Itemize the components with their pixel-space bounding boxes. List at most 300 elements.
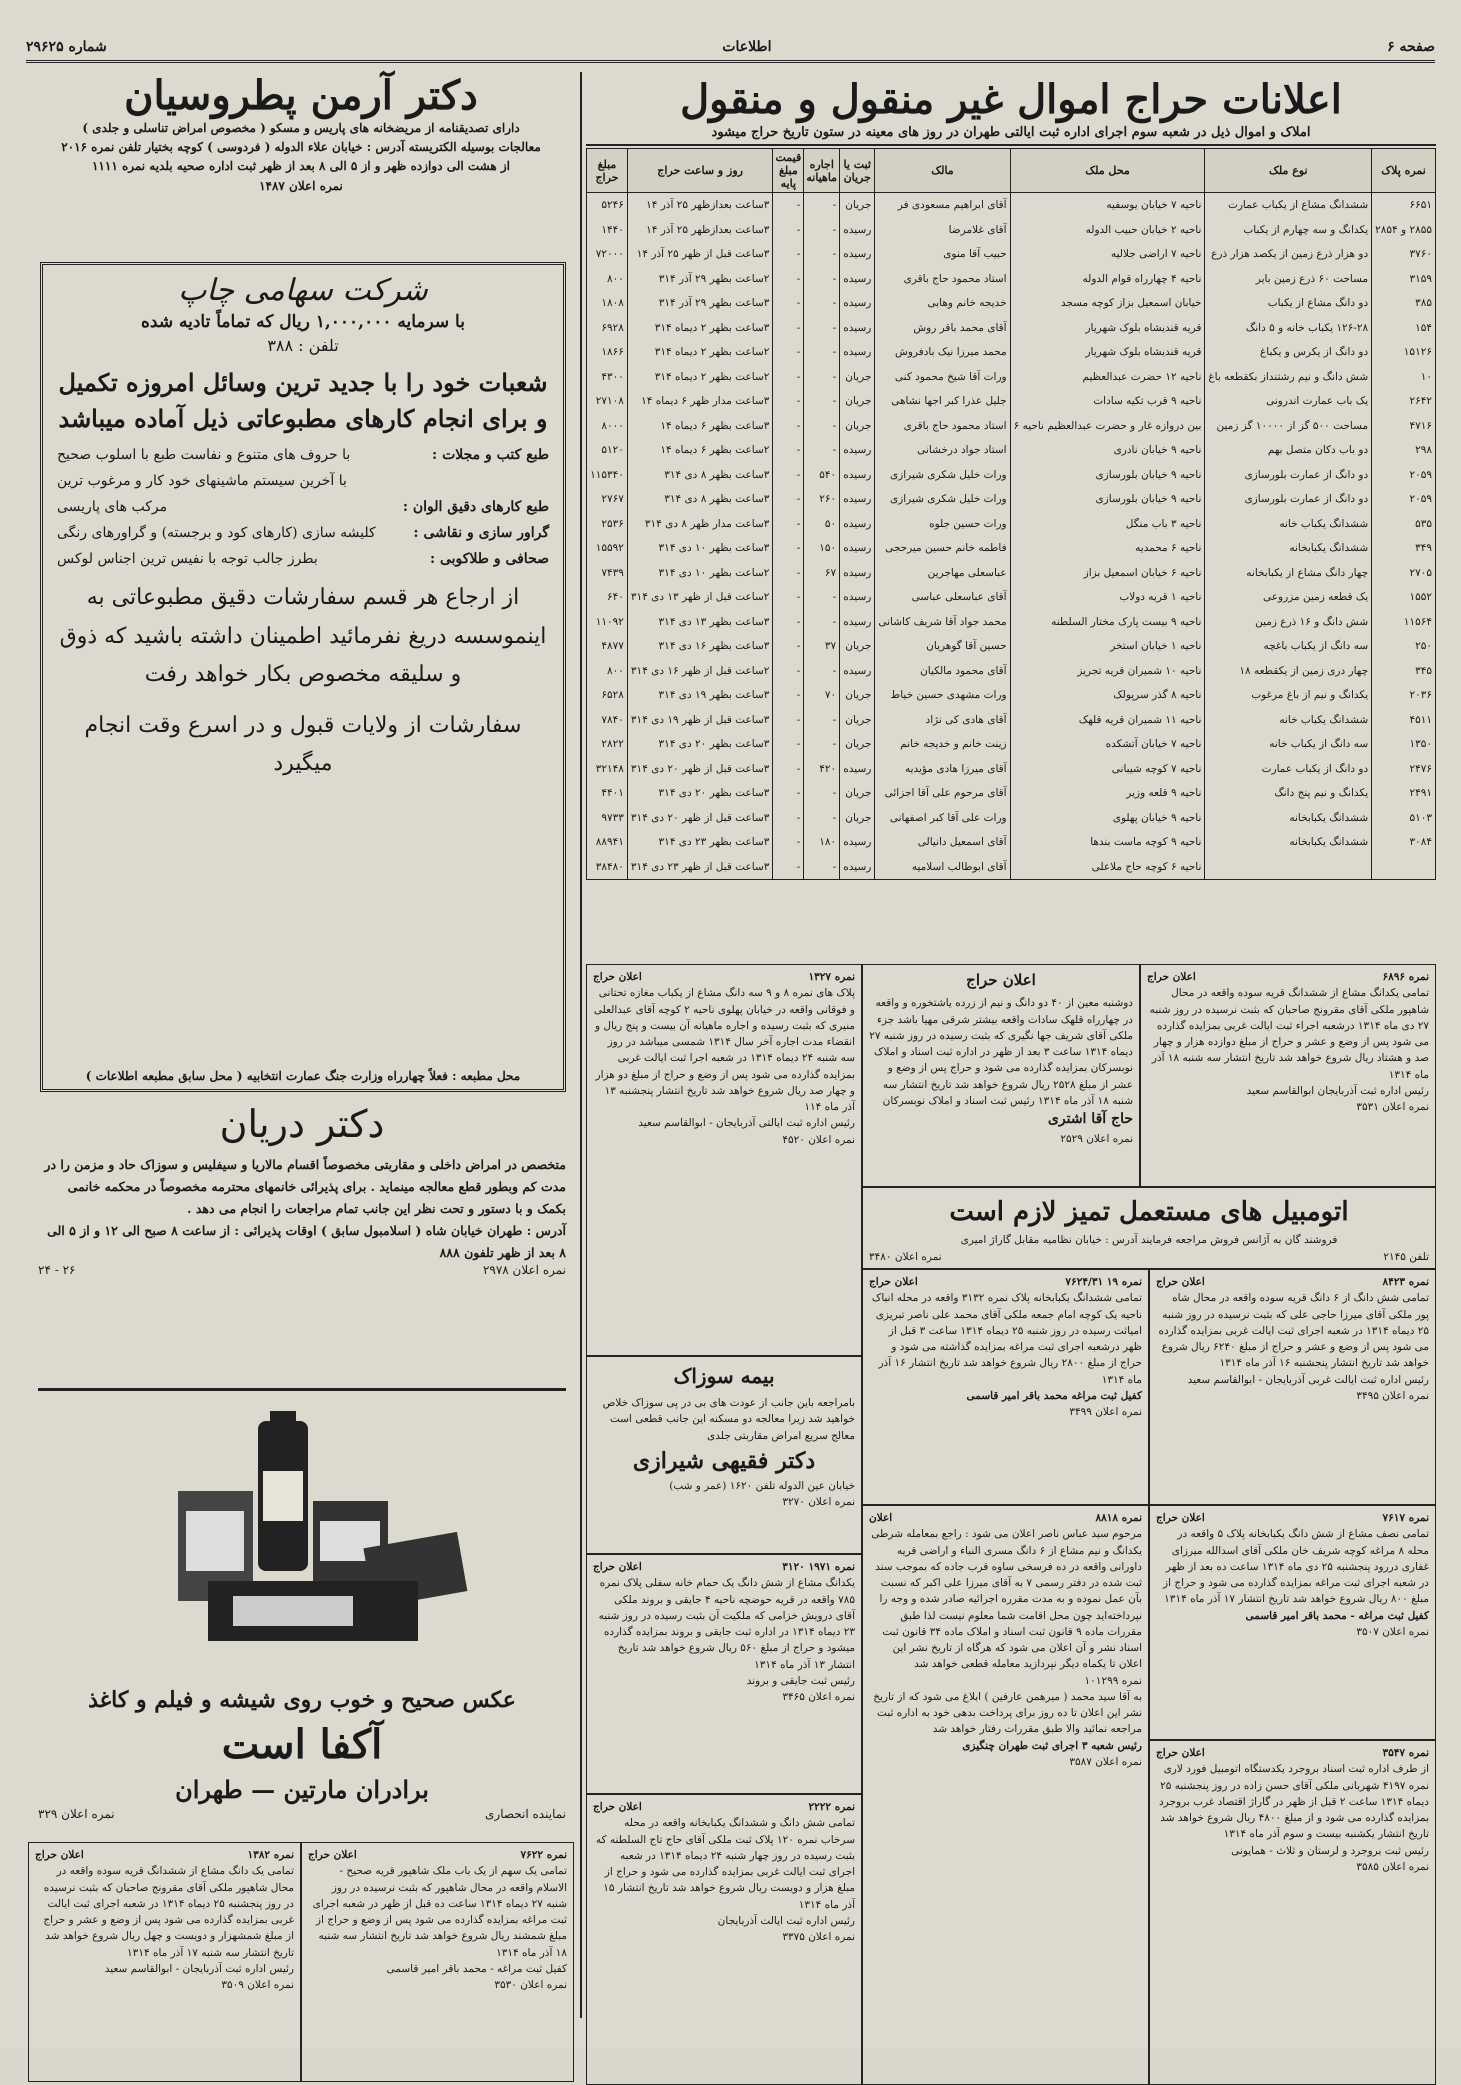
table-cell: ۳۸۴۸۰	[587, 855, 628, 880]
table-cell: ۲۵۳۶	[587, 512, 628, 537]
page-header	[26, 34, 1435, 63]
table-cell: ۲۶۴۲	[1372, 389, 1436, 414]
table-cell: سه دانگ از یکباب خانه	[1205, 732, 1372, 757]
table-cell: رسیده	[840, 561, 875, 586]
table-cell: ۱۵۰	[804, 536, 840, 561]
table-cell: ۳۴۵	[1372, 659, 1436, 684]
table-cell: -	[773, 316, 804, 341]
table-cell: یک قطعه زمین مزروعی	[1205, 585, 1372, 610]
table-cell: شش دانگ و نیم رشتنداز بکقطعه باغ	[1205, 365, 1372, 390]
table-cell: ۱۰	[1372, 365, 1436, 390]
table-cell: ۴۸۷۷	[587, 634, 628, 659]
notice-n4: بیمه سوزاک بامراجعه باین جانب از عودت های بی در پی سوزاک خلاص خواهید شد زیرا معالجه دو مسکنه این جانب قطعی است معالج سریع امراض مقاربتی جلدی دکتر فقیهی شیرازی خیابان عین الدوله تلفن ۱۶۲۰ (عمر و شب) نمره اعلان ۳۲۷۰	[586, 1356, 862, 1554]
table-cell: ناحیه ۷ خیابان یوسفیه	[1010, 193, 1205, 218]
service-desc: مرکب های پاریسی	[57, 499, 168, 515]
table-row	[587, 242, 1436, 267]
table-cell: یکدانگ و نیم از باغ مرغوب	[1205, 683, 1372, 708]
table-cell: ۳۷۶۰	[1372, 242, 1436, 267]
auctions-col-header: روز و ساعت حراج	[627, 149, 772, 193]
table-cell: ۸۰۰	[587, 659, 628, 684]
auctions-col-header: مالک	[875, 149, 1010, 193]
table-cell: رسیده	[840, 291, 875, 316]
table-cell: چهار دری زمین از یکقطعه ۱۸	[1205, 659, 1372, 684]
page-number: صفحه ۶	[1387, 39, 1435, 55]
table-cell: -	[804, 389, 840, 414]
table-cell: ۵۱۲۰	[587, 438, 628, 463]
table-cell: ۱۸۰۸	[587, 291, 628, 316]
table-cell: دو هزار ذرع زمین از یکصد هزار ذرع	[1205, 242, 1372, 267]
table-cell: استاد محمود حاج باقری	[875, 414, 1010, 439]
table-cell: ششدانگ مشاع از یکباب عمارت	[1205, 193, 1372, 218]
table-cell: -	[773, 855, 804, 880]
service-desc: کلیشه سازی (کارهای کود و برجسته) و گراورهای رنگی	[57, 525, 376, 541]
table-cell: ۲ساعت بظهر ۲ دیماه ۳۱۴	[627, 365, 772, 390]
notice-n1: نمره ۱۳۲۷ اعلان حراج پلاک های نمره ۸ و ۹ سه دانگ مشاع از یکباب مغازه تحتانی و فوقانی واقعه در خیابان پهلوی ناحیه ۲ کوچه آقای عبدالعلی منیری که بثبت رسیده و اجاره ماهیانه آن بیست و پنج ریال و انقضاء مدت اجاره آخر سال ۱۳۱۴ شمسی میباشد در روز سه شنبه ۲۴ دیماه ۱۳۱۴ در شعبه اجرا ثبت ایالت غربی بمزایده گذارده می شود پس از وضع و حراج از مبلغ دو هزار و چهار صد ریال شروع خواهد شد تاریخ انتشار پنجشنبه ۱۳ آذر ماه ۱۱۴ رئیس اداره ثبت ایالتی آذربایجان - ابوالقاسم سعید نمره اعلان ۴۵۲۰	[586, 964, 862, 1356]
table-row	[587, 365, 1436, 390]
table-row	[587, 659, 1436, 684]
table-cell: ۷۰	[804, 683, 840, 708]
table-cell: -	[804, 781, 840, 806]
table-cell: ۳ساعت بظهر ۱۰ دی ۳۱۴	[627, 536, 772, 561]
table-cell: -	[804, 414, 840, 439]
service-name: طبع کارهای دقیق الوان :	[402, 499, 549, 515]
table-cell: رسیده	[840, 463, 875, 488]
table-cell: قریه قندیشاه بلوک شهریار	[1010, 316, 1205, 341]
table-cell: -	[773, 610, 804, 635]
table-cell: ۲ساعت بظهر ۲۹ آذر ۳۱۴	[627, 267, 772, 292]
service-name: صحافی و طلاکوبی :	[429, 551, 549, 567]
table-cell: -	[773, 561, 804, 586]
table-row	[587, 340, 1436, 365]
table-cell: دو دانگ از عمارت بلورسازی	[1205, 487, 1372, 512]
table-row	[587, 708, 1436, 733]
table-cell: ۸۸۹۴۱	[587, 830, 628, 855]
notice-n3: نمره ۶۸۹۶ اعلان حراج تمامی یکدانگ مشاع از ششدانگ قریه سوده واقعه در محال شاهپور ملکی آقای مقرونج صاحبان که بثبت نرسیده در روز شنبه ۲۷ دی ماه ۱۳۱۴ درشعبه اجراء ثبت ایالت غربی بمزایده گذارده می شود پس از وضع و عشر و حراج از مبلغ دوازده هزار و چهار صد و هشتاد ریال شروع خواهد شد تاریخ انتشار سه شنبه ۱۸ آذر ماه ۱۳۱۴ رئیس اداره ثبت آذربایجان ابوالقاسم سعید نمره اعلان ۳۵۳۱	[1140, 964, 1436, 1187]
table-row	[587, 757, 1436, 782]
table-cell: ناحیه ۱۲ حضرت عبدالعظیم	[1010, 365, 1205, 390]
table-cell: رسیده	[840, 218, 875, 243]
table-cell: آقای ابراهیم مسعودی فر	[875, 193, 1010, 218]
table-cell: فاطمه خانم حسین میرحجی	[875, 536, 1010, 561]
table-cell: ۱۵۴	[1372, 316, 1436, 341]
table-row	[587, 193, 1436, 218]
table-cell: ورات علی آقا کبر اصفهانی	[875, 806, 1010, 831]
table-cell: خیابان اسمعیل بزاز کوچه مسجد	[1010, 291, 1205, 316]
table-row	[587, 291, 1436, 316]
table-cell: ۳ساعت بظهر ۸ دی ۳۱۴	[627, 487, 772, 512]
table-cell: آقای اسمعیل دانیالی	[875, 830, 1010, 855]
auctions-table-header	[587, 149, 1436, 193]
table-cell: ۲۸۲۲	[587, 732, 628, 757]
table-cell: قریه قندیشاه بلوک شهریار	[1010, 340, 1205, 365]
table-cell: -	[804, 267, 840, 292]
table-cell: استاد محمود حاج باقری	[875, 267, 1010, 292]
table-cell: محمد جواد آقا شریف کاشانی	[875, 610, 1010, 635]
table-cell: ناحیه ۲ خیابان حبیب الدوله	[1010, 218, 1205, 243]
table-cell: دو دانگ مشاع از یکباب	[1205, 291, 1372, 316]
printing-company-ad: شرکت سهامی چاپ با سرمایه ۱,۰۰۰,۰۰۰ ریال که تماماً تادیه شده تلفن : ۳۸۸ شعبات خود را با جدید ترین وسائل امروزه تکمیل و برای انجام کارهای مطبوعاتی ذیل آماده میباشد طبع کتب و مجلات : با حروف های متنوع و نفاست طبع با اسلوب صحیح با آخرین سیستم ماشینهای خود کار و مرغوب ترین طبع کارهای دقیق الوان : مرکب های پاریسی گراور سازی و نقاشی : کلیشه سازی (کارهای کود و برجسته) و گراورهای رنگی صحافی و طلاکوبی : بطرز جالب توجه با نفیس ترین اجناس لوکس از ارجاع هر قسم سفارشات دقیق مطبوعاتی به اینموسسه دریغ نفرمائید اطمینان داشته باشید که ذوق و سلیقه مخصوص بکار خواهد رفت سفارشات از ولایات قبول و در اسرع وقت انجام میگیرد محل مطبعه : فعلاً چهارراه وزارت جنگ عمارت انتخابیه ( محل سابق مطبعه اطلاعات )	[40, 262, 566, 1092]
table-row	[587, 267, 1436, 292]
table-cell: جریان	[840, 414, 875, 439]
table-cell: شش دانگ و ۱۶ ذرع زمین	[1205, 610, 1372, 635]
table-row	[587, 536, 1436, 561]
table-cell: ۳۸۵	[1372, 291, 1436, 316]
table-row	[587, 512, 1436, 537]
service-item	[57, 551, 549, 567]
table-cell: ۶۹۲۸	[587, 316, 628, 341]
notice-n2: اعلان حراج دوشنبه معین از ۴۰ دو دانگ و نیم از زرده یاشتخوره و واقعه در چهارراه قلهک سادات واقعه بیشتر شرقی مهیا باشد جزء ملکی آقای شریف جها نگیری که بثبت رسیده در روز شنبه ۲۷ دیماه ۱۳۱۴ ساعت ۳ بعد از ظهر در اداره ثبت اسناد و املاک نوبسرکان بمزایده گذارده می شود و حراج پس از وضع و عشر از مبلغ ۲۵۲۸ ریال شروع خواهد شد تاریخ انتشار سه شنبه ۱۸ آذر ماه ۱۳۱۴ رئیس ثبت اسناد و املاک نوبسرکان حاج آقا اشتری نمره اعلان ۲۵۲۹	[862, 964, 1140, 1187]
auctions-col-header: اجاره ماهیانه	[804, 149, 840, 193]
table-cell: ۲۴۹۱	[1372, 781, 1436, 806]
table-cell: یک باب عمارت اندرونی	[1205, 389, 1372, 414]
table-cell: ۳ساعت بظهر ۲۳ دی ۳۱۴	[627, 830, 772, 855]
table-cell: ۲۰۳۶	[1372, 683, 1436, 708]
table-cell: رسیده	[840, 242, 875, 267]
table-cell: مساحت ۶۰ ذرع زمین بایر	[1205, 267, 1372, 292]
table-cell: ۳ساعت بعدازظهر ۲۵ آذر ۱۴	[627, 193, 772, 218]
table-cell: ۲۰۵۹	[1372, 463, 1436, 488]
table-cell: -	[773, 585, 804, 610]
table-cell: -	[773, 781, 804, 806]
table-cell: ناحیه ۳ باب منگل	[1010, 512, 1205, 537]
table-cell: رسیده	[840, 512, 875, 537]
left-column	[28, 72, 574, 2018]
table-cell: محمد میرزا نیک بادفروش	[875, 340, 1010, 365]
table-cell: ۱۵۵۲	[1372, 585, 1436, 610]
table-cell: ششدانگ یکبابخانه	[1205, 830, 1372, 855]
notice-n8: نمره ۸۸۱۸ اعلان مرحوم سید عباس ناصر اعلان می شود : راجع بمعامله شرطی یکدانگ و نیم مشاع از ۶ دانگ مسری النباء و اراضی قریه داورانی واقعه در ده فرسخی ساوه قرب جاده که بموجب سند ثبت شده در دفتر رسمی ۷ به آقای میرزا علی اکبر که نسبت بآن عمل نموده و به مدت مقرره اجرائیه صادر شده و وجه را نپرداخته‌اید چون محل اقامت شما معلوم نیست لذا طبق مقررات ماده ۹ قانون ثبت اسناد و املاک ماده ۳۴ قانون ثبت اسناد نشر و آن اعلان می شود که هرگاه از تاریخ نشر این اعلان تا یکماه دیگر نپردازید معامله قطعی خواهد شد نمره ۱۰۱۲۹۹ به آقا سید محمد ( میرهمن عارفین ) ابلاغ می شود که از تاریخ نشر این اعلان تا ده روز برای پرداخت بدهی خود به اداره ثبت مراجعه نمائید والا طبق مقررات رفتار خواهد شد رئیس شعبه ۳ اجرای ثبت طهران چنگیزی نمره اعلان ۳۵۸۷	[862, 1505, 1149, 2085]
table-cell: رسیده	[840, 487, 875, 512]
table-cell: آقای محمد باقر روش	[875, 316, 1010, 341]
table-cell: -	[773, 193, 804, 218]
table-cell: ۲۹۸	[1372, 438, 1436, 463]
table-row	[587, 732, 1436, 757]
table-row	[587, 634, 1436, 659]
table-cell: -	[773, 732, 804, 757]
table-cell: سه دانگ از یکباب باغچه	[1205, 634, 1372, 659]
table-cell: دو دانگ از یکباب عمارت	[1205, 757, 1372, 782]
table-cell: ۴۷۱۶	[1372, 414, 1436, 439]
service-item	[57, 473, 549, 489]
table-cell: ۱۱۰۹۲	[587, 610, 628, 635]
table-cell: ۱۲۶-۲۸ یکباب خانه و ۵ دانگ	[1205, 316, 1372, 341]
table-row	[587, 855, 1436, 880]
table-row	[587, 463, 1436, 488]
table-cell: رسیده	[840, 610, 875, 635]
table-cell: ۹۷۳۳	[587, 806, 628, 831]
table-cell: ۳۰۸۴	[1372, 830, 1436, 855]
table-cell: ۳ساعت قبل از ظهر ۲۵ آذر ۱۴	[627, 242, 772, 267]
table-cell: حبیب آقا منوی	[875, 242, 1010, 267]
table-cell: -	[773, 218, 804, 243]
table-cell: ناحیه ۷ خیابان آتشکده	[1010, 732, 1205, 757]
table-cell: ۲ساعت بظهر ۱۰ دی ۳۱۴	[627, 561, 772, 586]
table-row	[587, 830, 1436, 855]
auctions-col-header: نمره پلاک	[1372, 149, 1436, 193]
table-cell: آقای مرحوم علی آقا اجزائی	[875, 781, 1010, 806]
table-cell: ۲۸۵۵ و ۲۸۵۴	[1372, 218, 1436, 243]
table-cell: -	[773, 536, 804, 561]
table-row	[587, 610, 1436, 635]
armen-ad: دکتر آرمن پطروسیان دارای تصدیقنامه از مریضخانه های پاریس و مسکو ( مخصوص امراض تناسلی و جلدی ) معالجات بوسیله الکتریسته آدرس : خیابان علاء الدوله ( فردوسی ) کوچه بختیار تلفن نمره ۲۰۱۶ از هشت الی دوازده ظهر و از ۵ الی ۸ بعد از ظهر ثبت اداره صحیه بلدیه نمره ۱۱۱۱ نمره اعلان ۱۴۸۷	[28, 72, 574, 196]
table-cell: ورات حسین جلوه	[875, 512, 1010, 537]
table-cell: مساحت ۵۰۰ گز از ۱۰۰۰۰ گز زمین	[1205, 414, 1372, 439]
table-cell: جلیل عذرا کبر اجها نشاهی	[875, 389, 1010, 414]
table-cell: -	[804, 610, 840, 635]
table-cell: -	[773, 438, 804, 463]
table-cell: رسیده	[840, 830, 875, 855]
table-cell: جریان	[840, 193, 875, 218]
table-cell: ۲ساعت بظهر ۲ دیماه ۳۱۴	[627, 340, 772, 365]
table-cell: بین دروازه غار و حضرت عبدالعظیم ناحیه ۶	[1010, 414, 1205, 439]
table-cell: ۶۶۵۱	[1372, 193, 1436, 218]
table-cell: جریان	[840, 732, 875, 757]
table-cell: ۵۰	[804, 512, 840, 537]
table-cell: استاد جواد درخشانی	[875, 438, 1010, 463]
auctions-col-header: مبلغ حراج	[587, 149, 628, 193]
table-cell: ششدانگ یکباب خانه	[1205, 708, 1372, 733]
table-cell: ۳ساعت قبل از ظهر ۲۰ دی ۳۱۴	[627, 806, 772, 831]
table-cell: ۲ساعت قبل از ظهر ۱۳ دی ۳۱۴	[627, 585, 772, 610]
table-row	[587, 585, 1436, 610]
table-cell: ناحیه ۹ قرب تکیه سادات	[1010, 389, 1205, 414]
table-cell: ۶۴۰	[587, 585, 628, 610]
table-cell	[1205, 855, 1372, 880]
service-desc: با آخرین سیستم ماشینهای خود کار و مرغوب ترین	[57, 473, 347, 489]
table-cell: -	[773, 414, 804, 439]
table-row	[587, 806, 1436, 831]
table-cell: -	[773, 512, 804, 537]
table-cell: ۲۶۰	[804, 487, 840, 512]
table-cell: خدیجه خانم وهابی	[875, 291, 1010, 316]
table-cell: -	[804, 316, 840, 341]
table-cell: ناحیه ۹ کوچه ماست بندها	[1010, 830, 1205, 855]
table-cell: رسیده	[840, 438, 875, 463]
table-cell: یکدانگ و نیم پنج دانگ	[1205, 781, 1372, 806]
table-cell: ۲۷۰۵	[1372, 561, 1436, 586]
table-cell: ششدانگ یکبابخانه	[1205, 536, 1372, 561]
table-cell: ناحیه ۱ خیابان استخر	[1010, 634, 1205, 659]
right-column	[586, 72, 1436, 2018]
table-row	[587, 389, 1436, 414]
service-name: گراور سازی و نقاشی :	[413, 525, 549, 541]
table-cell: ۳۷	[804, 634, 840, 659]
table-cell: ناحیه ۴ چهارراه قوام الدوله	[1010, 267, 1205, 292]
notice-n11: نمره ۷۶۱۷ اعلان حراج تمامی نصف مشاع از شش دانگ یکبابخانه پلاک ۵ واقعه در محله ۸ مراغه کوچه شریف خان ملکی آقای اسدالله میرزای غفاری دررود پنجشنبه ۲۵ دی ماه ۱۳۱۴ ساعت ده بعد از ظهر در شعبه اجرای ثبت مراغه بمزایده گذارده می شود و حراج از مبلغ ۸۰۰ ریال شروع خواهد شد تاریخ انتشار ۱۷ آذر ماه ۱۳۱۴ کفیل ثبت مراغه - محمد باقر امیر قاسمی نمره اعلان ۳۵۰۷	[1149, 1505, 1436, 1740]
table-cell: ۳ساعت مدار ظهر ۶ دیماه ۱۴	[627, 389, 772, 414]
table-cell: ۳ساعت قبل از ظهر ۲۳ دی ۳۱۴	[627, 855, 772, 880]
table-cell: ۸۰۰۰	[587, 414, 628, 439]
issue-number: شماره ۲۹۶۲۵	[26, 39, 107, 55]
table-cell: ناحیه ۶ کوچه حاج ملاعلی	[1010, 855, 1205, 880]
table-cell: -	[773, 291, 804, 316]
table-row	[587, 316, 1436, 341]
service-item	[57, 447, 549, 463]
table-cell: -	[804, 438, 840, 463]
table-cell: ناحیه ۱۱ شمیران قریه قلهک	[1010, 708, 1205, 733]
table-cell: ۱۳۵۰	[1372, 732, 1436, 757]
table-cell: ۳ساعت بظهر ۶ دیماه ۱۴	[627, 414, 772, 439]
table-cell: ۵۳۵	[1372, 512, 1436, 537]
table-cell: -	[773, 708, 804, 733]
auctions-col-header: قیمت مبلغ پایه	[773, 149, 804, 193]
table-cell: جریان	[840, 365, 875, 390]
table-cell: ۳ساعت بظهر ۱۳ دی ۳۱۴	[627, 610, 772, 635]
table-cell: ۱۸۰	[804, 830, 840, 855]
table-row	[587, 561, 1436, 586]
table-row	[587, 487, 1436, 512]
table-cell: -	[804, 218, 840, 243]
table-cell: ۷۴۳۹	[587, 561, 628, 586]
table-cell: ۳ساعت بظهر ۲ دیماه ۳۱۴	[627, 316, 772, 341]
auctions-subtitle: املاک و اموال ذیل در شعبه سوم اجرای اداره ثبت ایالتی طهران در روز های معینه در ستون تاریخ حراج میشود	[586, 125, 1436, 146]
table-cell: -	[804, 806, 840, 831]
table-cell: ناحیه ۷ اراضی جلالیه	[1010, 242, 1205, 267]
table-cell: -	[804, 708, 840, 733]
table-cell: ششدانگ یکبابخانه	[1205, 806, 1372, 831]
table-cell: ۶۷	[804, 561, 840, 586]
auctions-col-header: محل ملک	[1010, 149, 1205, 193]
table-cell: دو دانگ از عمارت بلورسازی	[1205, 463, 1372, 488]
table-cell: ۴۵۱۱	[1372, 708, 1436, 733]
table-cell: -	[804, 291, 840, 316]
auctions-col-header: ثبت یا جریان	[840, 149, 875, 193]
table-cell: دو باب دکان متصل بهم	[1205, 438, 1372, 463]
table-cell: -	[773, 463, 804, 488]
table-cell: ۳ساعت بظهر ۲۰ دی ۳۱۴	[627, 781, 772, 806]
table-cell: ۲ساعت قبل از ظهر ۱۶ دی ۳۱۴	[627, 659, 772, 684]
table-cell: ششدانگ یکباب خانه	[1205, 512, 1372, 537]
table-cell: ۳۴۹	[1372, 536, 1436, 561]
notice-b1: نمره ۷۶۲۲ اعلان حراج تمامی یک سهم از یک باب ملک شاهپور قریه صحیح - الاسلام واقعه در محال شاهپور که بثبت نرسیده در روز شنبه ۲۷ دیماه ۱۳۱۴ ساعت ده قبل از ظهر در شعبه اجرای ثبت مراغه بمزایده گذارده می شود پس از وضع و حراج از مبلغ شمشند ریال شروع خواهد شد تاریخ انتشار سه شنبه ۱۸ آذر ماه ۱۳۱۴ کفیل ثبت مراغه - محمد باقر امیر قاسمی نمره اعلان ۳۵۳۰	[301, 1842, 574, 2082]
notice-n5: نمره ۱۹ ۷۶۲۴/۳۱ اعلان حراج تمامی ششدانگ یکبابخانه پلاک نمره ۳۱۳۲ واقعه در محله انباک ناحیه یک کوچه امام جمعه ملکی آقای محمد علی ناصر تبریزی امیاثت رسیده در روز شنبه ۲۵ دیماه ۱۳۱۴ ساعت ۳ قبل از ظهر درشعبه اجرای ثبت مراغه بمزایده گذاشته می شود و حراج از مبلغ ۲۸۰۰ ریال شروع خواهد شد تاریخ انتشار ۱۶ آذر ماه ۱۳۱۴ کفیل ثبت مراغه محمد باقر امیر قاسمی نمره اعلان ۳۴۹۹	[862, 1269, 1149, 1505]
table-cell: ۳۱۵۹	[1372, 267, 1436, 292]
table-cell: آقای هادی کی نژاد	[875, 708, 1010, 733]
table-cell: ناحیه ۹ خیابان بلورسازی	[1010, 463, 1205, 488]
table-cell: عباسعلی مهاجرین	[875, 561, 1010, 586]
table-row	[587, 781, 1436, 806]
table-cell: آقای ابوطالب اسلامیه	[875, 855, 1010, 880]
table-cell: ۳ساعت بظهر ۲۰ دی ۳۱۴	[627, 732, 772, 757]
service-name: طبع کتب و مجلات :	[432, 447, 549, 463]
table-cell: -	[773, 242, 804, 267]
notice-n6: نمره ۸۴۲۳ اعلان حراج تمامی شش دانگ از ۶ دانگ قریه سوده واقعه در محال شاه پور ملکی آقای میرزا حاجی علی که بثبت نرسیده در روز شنبه ۲۵ دیماه ۱۳۱۴ در شعبه اجرای ثبت ایالت غربی بمزایده گذارده می شود پس از وضع و عشر و حراج از مبلغ ۶۲۴۰ ریال شروع خواهد شد تاریخ انتشار پنجشنبه ۱۶ آذر ماه ۱۳۱۴ رئیس اداره ثبت ایالت غربی آذربایجان - ابوالقاسم سعید نمره اعلان ۳۴۹۵	[1149, 1269, 1436, 1505]
darya-title: دکتر دریان	[219, 1102, 385, 1146]
table-cell: ۲۷۶۷	[587, 487, 628, 512]
table-cell: ۳ساعت بظهر ۲۹ آذر ۳۱۴	[627, 291, 772, 316]
table-cell: رسیده	[840, 340, 875, 365]
table-cell: ۴۲۰	[804, 757, 840, 782]
table-cell: ناحیه ۱۰ شمیران قریه تجریز	[1010, 659, 1205, 684]
services-list	[57, 447, 549, 567]
table-cell: ۵۱۰۳	[1372, 806, 1436, 831]
table-cell: ورات مشهدی حسین خیاط	[875, 683, 1010, 708]
table-cell: ناحیه ۹ خیابان پهلوی	[1010, 806, 1205, 831]
table-row	[587, 414, 1436, 439]
table-cell: -	[773, 389, 804, 414]
table-cell: ۳ساعت بظهر ۱۹ دی ۳۱۴	[627, 683, 772, 708]
table-row	[587, 218, 1436, 243]
table-cell: -	[804, 365, 840, 390]
service-item	[57, 499, 549, 515]
table-cell: -	[804, 659, 840, 684]
table-cell: رسیده	[840, 536, 875, 561]
table-cell: -	[773, 487, 804, 512]
table-cell: جریان	[840, 781, 875, 806]
table-cell: زینت خانم و خدیجه خانم	[875, 732, 1010, 757]
table-cell: ۱۸۶۶	[587, 340, 628, 365]
table-cell: ناحیه ۱ قریه دولاب	[1010, 585, 1205, 610]
table-cell: رسیده	[840, 659, 875, 684]
table-cell: ۳۲۱۴۸	[587, 757, 628, 782]
table-cell: -	[773, 683, 804, 708]
table-cell: حسین آقا گوهریان	[875, 634, 1010, 659]
table-cell: ۲۵۰	[1372, 634, 1436, 659]
table-cell: -	[804, 193, 840, 218]
agfa-brand: آکفا است	[221, 1721, 383, 1768]
agfa-products-illustration	[148, 1411, 478, 1651]
table-cell: -	[773, 634, 804, 659]
table-cell: ناحیه ۹ قلعه وزیر	[1010, 781, 1205, 806]
auctions-title: اعلانات حراج اموال غیر منقول و منقول	[680, 76, 1342, 123]
table-cell: ۵۲۴۶	[587, 193, 628, 218]
table-cell: ۱۱۵۳۴۰	[587, 463, 628, 488]
service-desc: بطرز جالب توجه با نفیس ترین اجناس لوکس	[57, 551, 318, 567]
table-cell: ۲۰۵۹	[1372, 487, 1436, 512]
table-cell: -	[773, 267, 804, 292]
notice-car: اتومبیل های مستعمل تمیز لازم است فروشند گان به آژانس فروش مراجعه فرمایند آدرس : خیابان نظامیه مقابل گاراژ امیری تلفن ۲۱۴۵ نمره اعلان ۳۴۸۰	[862, 1187, 1436, 1269]
notice-b2: نمره ۱۳۸۲ اعلان حراج تمامی یک دانگ مشاع از ششدانگ قریه سوده واقعه در محال شاهپور ملکی آقای مقرونج صاحبان که بثبت نرسیده در روز پنجشنبه ۲۵ دیماه ۱۳۱۴ در شعبه اجرای ثبت ایالت غربی بمزایده گذارده می شود پس از وضع و عشر و حراج از مبلغ شمشهزار و دویست و چهل ریال شروع خواهد شد تاریخ انتشار سه شنبه ۱۷ آذر ماه ۱۳۱۴ رئیس اداره ثبت آذربایجان - ابوالقاسم سعید نمره اعلان ۳۵۰۹	[28, 1842, 301, 2082]
table-cell: -	[773, 757, 804, 782]
table-row	[587, 438, 1436, 463]
table-cell: -	[804, 585, 840, 610]
notice-n12: نمره ۳۵۴۷ اعلان حراج از طرف اداره ثبت اسناد بروجرد یکدستگاه اتومبیل فورد لاری نمره ۴۱۹۷ شهربانی ملکی آقای حسن زاده در روز پنجشنبه ۲۵ دیماه ۱۳۱۴ ساعت ۲ قبل از ظهر در گاراژ اقتصاد غرب بروجرد بمزایده گذارده می شود و از مبلغ ۴۸۰۰ ریال شروع خواهد شد تاریخ انتشار یکشنبه بیست و سوم آذر ماه ۱۳۱۴ رئیس ثبت بروجرد و لرستان و ثلاث - همایونی نمره اعلان ۳۵۸۵	[1149, 1740, 1436, 2085]
table-cell: ورات خلیل شکری شیرازی	[875, 487, 1010, 512]
agfa-ad: عکس صحیح و خوب روی شیشه و فیلم و کاغذ آکفا است برادران مارتین — طهران نماینده انحصاری نمره اعلان ۳۲۹	[38, 1388, 566, 1821]
table-cell: ۳ساعت بظهر ۱۶ دی ۳۱۴	[627, 634, 772, 659]
table-cell: رسیده	[840, 267, 875, 292]
table-cell: رسیده	[840, 316, 875, 341]
table-cell: ناحیه ۸ گذر سرپولک	[1010, 683, 1205, 708]
table-cell: رسیده	[840, 585, 875, 610]
table-cell: -	[804, 242, 840, 267]
table-cell: ۲ساعت بظهر ۶ دیماه ۱۴	[627, 438, 772, 463]
table-cell: جریان	[840, 389, 875, 414]
table-cell: ۳ساعت بعدازظهر ۲۵ آذر ۱۴	[627, 218, 772, 243]
table-cell: ۳ساعت مدار ظهر ۸ دی ۳۱۴	[627, 512, 772, 537]
darya-ad: دکتر دریان متخصص در امراض داخلی و مقاربتی مخصوصاً اقسام مالاریا و سیفلیس و سوزاک حاد و مزمن را در مدت کم وبطور قطع معالجه مینماید . برای پذیرائی خانمهای محترمه مخصوصاً در محکمه خانمی بکمک و با دستور و تحت نظر این جانب تمام مراجعات را انجام می دهد . آدرس : طهران خیابان شاه ( اسلامبول سابق ) اوقات پذیرائی : از ساعت ۸ صبح الی ۱۲ و از ۵ الی ۸ بعد از ظهر تلفون ۸۸۸ نمره اعلان ۲۹۷۸ ۲۶ - ۲۴	[38, 1102, 566, 1278]
table-cell: یکدانگ و سه چهارم از یکباب	[1205, 218, 1372, 243]
table-cell: ۳ساعت قبل از ظهر ۲۰ دی ۳۱۴	[627, 757, 772, 782]
table-cell: -	[773, 830, 804, 855]
table-cell: ۴۴۰۱	[587, 781, 628, 806]
table-cell: رسیده	[840, 757, 875, 782]
table-cell: ۱۵۵۹۲	[587, 536, 628, 561]
table-cell: -	[804, 340, 840, 365]
table-cell: ۴۳۰۰	[587, 365, 628, 390]
company-name: شرکت سهامی چاپ	[178, 273, 428, 308]
table-cell: آقای عباسعلی عباسی	[875, 585, 1010, 610]
table-cell: ۳ساعت قبل از ظهر ۱۹ دی ۳۱۴	[627, 708, 772, 733]
auctions-table	[586, 148, 1436, 880]
table-cell: ۲۷۱۰۸	[587, 389, 628, 414]
table-cell: ناحیه ۶ خیابان اسمعیل بزاز	[1010, 561, 1205, 586]
table-cell: آقای محمود مالکیان	[875, 659, 1010, 684]
table-cell: ناحیه ۹ خیابان نادری	[1010, 438, 1205, 463]
paper-name: اطلاعات	[722, 39, 772, 55]
table-cell: ۱۵۱۲۶	[1372, 340, 1436, 365]
table-cell: -	[773, 340, 804, 365]
